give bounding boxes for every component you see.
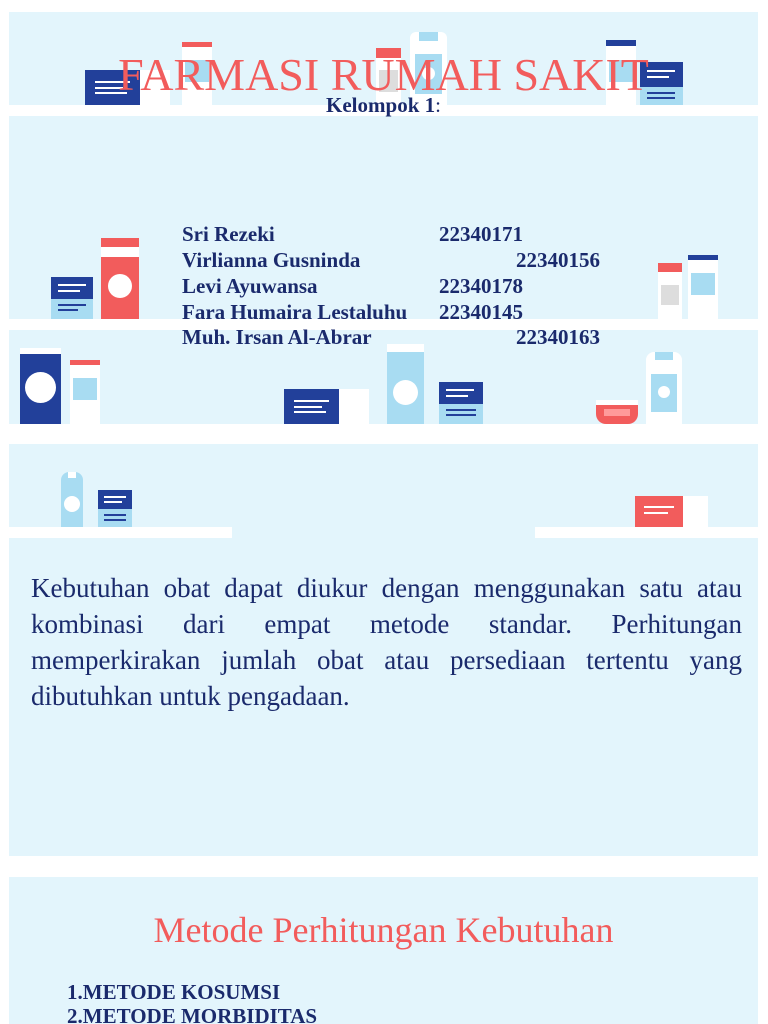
medicine-bottle-icon [70,360,100,424]
list-item: 1.METODE KOSUMSI [67,980,281,1004]
member-nim: 22340178 [439,274,523,298]
syrup-bottle-icon [61,472,83,527]
member-nim: 22340145 [439,300,523,324]
ointment-jar-icon [596,400,638,424]
medicine-box-icon [635,496,683,527]
medicine-bottle-icon [101,238,139,319]
member-nim: 22340171 [439,222,523,246]
medicine-box-icon [284,389,339,424]
syrup-bottle-icon [387,344,424,424]
shelf [9,527,232,538]
member-name: Muh. Irsan Al-Abrar [182,325,372,349]
slide-title [9,12,758,430]
member-name: Virlianna Gusninda [182,248,361,272]
methods-heading: Metode Perhitungan Kebutuhan [153,910,614,950]
medicine-box-icon [439,382,483,404]
member-nim: 22340163 [516,325,600,349]
slide-intro [9,444,758,856]
slide-methods [9,877,758,1024]
intro-paragraph: Kebutuhan obat dapat diukur dengan menggunakan satu atau kombinasi dari empat metode standar. Perhitungan memperkirakan jumlah obat atau persediaan tertentu yang dibutuhkan untuk pengadaan. [31,573,742,711]
member-name: Levi Ayuwansa [182,274,318,298]
methods-list [67,980,317,1024]
medicine-box-icon [98,490,132,509]
member-nim: 22340156 [516,248,600,272]
group-label: Kelompok 1: [326,93,441,117]
medicine-jar-icon [20,348,61,424]
list-item: 2.METODE MORBIDITAS [67,1004,318,1024]
syrup-bottle-icon [646,352,682,424]
medicine-bottle-icon [688,255,718,319]
shelf [535,527,758,538]
medicine-box-icon [51,277,93,299]
member-name: Fara Humaira Lestaluhu [182,300,408,324]
member-name: Sri Rezeki [182,222,275,246]
pill-bottle-icon [658,263,682,319]
shelf [9,424,758,430]
slide-title-heading: FARMASI RUMAH SAKIT [118,49,649,100]
